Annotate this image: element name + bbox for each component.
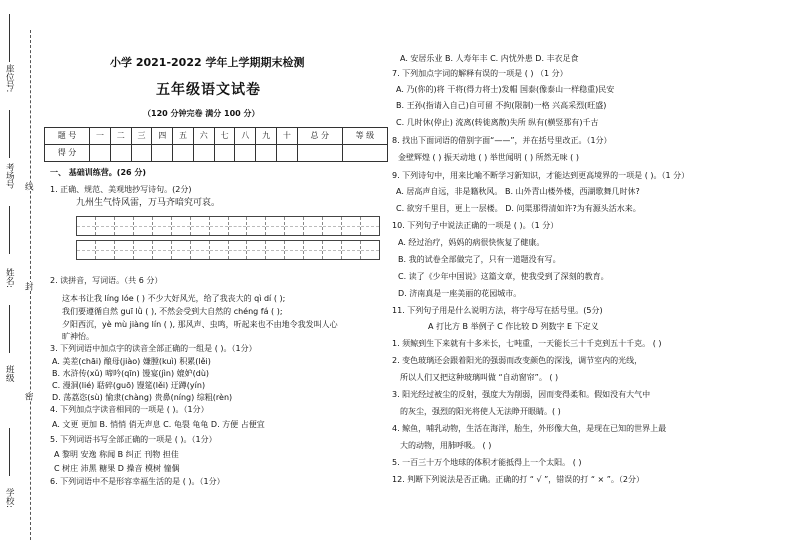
question-9: 9. 下列诗句中，用来比喻不断学习新知识，才能达到更高境界的一项是 ( )。（1 分） bbox=[392, 171, 690, 180]
seal-mark-mi: 密 bbox=[23, 392, 34, 401]
sub-question-cont: 的灰尘，强烈的阳光将使人无法睁开眼睛。( ) bbox=[400, 407, 561, 416]
score-cell[interactable] bbox=[342, 145, 387, 162]
question-2-text: 夕阳西沉，yè mù jiàng lín ( ), 那风声、虫鸣，听起来也不由地令我发叫人心 bbox=[62, 320, 338, 329]
option-line: B. 我的试卷全部做完了，只有一道题没有写。 bbox=[398, 255, 561, 264]
score-header-cell: 十 bbox=[276, 128, 297, 145]
class-label: 班级 bbox=[4, 365, 15, 382]
question-7: 7. 下列加点字词的解释有误的一项是 ( ) （1 分） bbox=[392, 69, 568, 78]
sub-question: 4. 鲸鱼，哺乳动物，生活在海洋，胎生，外形像大鱼，是现在已知的世界上最 bbox=[392, 424, 667, 433]
score-cell[interactable] bbox=[214, 145, 235, 162]
option-line: A. 居高声自远，非是籍秋风。 B. 山外青山楼外楼，西湖歌舞几时休? bbox=[396, 187, 640, 196]
question-11: 11. 下列句子用是什么说明方法，将字母写在括号里。(5分) bbox=[392, 306, 603, 315]
score-header-cell: 五 bbox=[173, 128, 194, 145]
option-line: D. 荡荔恣(sù) 愉隶(chàng) 贵鼻(níng) 综粗(rèn) bbox=[52, 393, 233, 402]
score-header-cell: 一 bbox=[90, 128, 111, 145]
option-line: C. 读了《少年中国说》这篇文章，使我受到了深刻的教育。 bbox=[398, 272, 609, 281]
score-table bbox=[44, 127, 388, 162]
score-cell[interactable] bbox=[152, 145, 173, 162]
question-2: 2. 读拼音，写词语。（共 6 分） bbox=[50, 276, 163, 285]
option-line: B. 水浒传(xǔ) 啼吟(qīn) 馒宴(jìn) 媲妒(dù) bbox=[52, 369, 210, 378]
question-8-words: 金壁辉煌 ( ) 振天动地 ( ) 举世闻明 ( ) 所然无味 ( ) bbox=[398, 153, 579, 162]
option-line: A. 文更 更加 B. 悄悄 俏无声息 C. 龟裂 龟龟 D. 方便 占便宜 bbox=[52, 420, 265, 429]
score-value-row bbox=[45, 145, 388, 162]
option-line: C. 欲穷千里目，更上一层楼。 D. 问渠那得清如许?为有源头活水来。 bbox=[396, 204, 641, 213]
option-line: C. 漫洞(lié) 聒碎(guō) 馒筵(lěi) 迂蹲(yín) bbox=[52, 381, 206, 390]
grid-row bbox=[76, 240, 380, 260]
question-6: 6. 下列词语中不是形容幸福生活的是 ( )。（1分） bbox=[50, 477, 225, 486]
question-4: 4. 下列加点字读音相同的一项是 ( )。（1分） bbox=[50, 405, 209, 414]
score-header-cell: 六 bbox=[193, 128, 214, 145]
exam-room-label: 考场号 bbox=[4, 163, 15, 189]
school-field[interactable] bbox=[9, 428, 10, 476]
score-header-row bbox=[45, 128, 388, 145]
option-line: B. 王孙(指请入自己)自可留 不拘(限制)一格 兴高采烈(旺盛) bbox=[396, 101, 607, 110]
score-cell[interactable] bbox=[193, 145, 214, 162]
score-cell[interactable] bbox=[276, 145, 297, 162]
option-line: C. 几时休(停止) 流离(转徙离散)失所 纵有(横竖那有)千古 bbox=[396, 118, 599, 127]
copy-grid[interactable] bbox=[76, 212, 378, 264]
score-header-cell: 三 bbox=[131, 128, 152, 145]
question-2-text: 我们要遵循自然 guī lǜ ( ), 不然会受到大自然的 chéng fá ( ); bbox=[62, 307, 283, 316]
question-5: 5. 下列词语书写全部正确的一项是 ( )。（1分） bbox=[50, 435, 217, 444]
score-header-cell: 四 bbox=[152, 128, 173, 145]
school-label: 学校: bbox=[4, 488, 15, 508]
option-line: A. 安居乐业 B. 人寿年丰 C. 内忧外患 D. 丰衣足食 bbox=[400, 54, 579, 63]
sub-question-cont: 所以人们又把这种玻璃叫做 “自动窗帘”。 ( ) bbox=[400, 373, 559, 382]
binding-margin bbox=[0, 0, 58, 550]
score-cell[interactable] bbox=[256, 145, 277, 162]
score-header-cell: 总 分 bbox=[297, 128, 342, 145]
sub-question: 5. 一百三十万个地球的体积才能抵得上一个太阳。 ( ) bbox=[392, 458, 582, 467]
score-cell[interactable] bbox=[110, 145, 131, 162]
option-line: A. 经过治疗，妈妈的病很快恢复了健康。 bbox=[398, 238, 545, 247]
score-header-cell: 题 号 bbox=[45, 128, 90, 145]
name-field[interactable] bbox=[9, 206, 10, 254]
sub-question: 1. 须鲸到生下来就有十多米长，七吨重，一天能长三十千克到五十千克。 ( ) bbox=[392, 339, 662, 348]
score-header-cell: 二 bbox=[110, 128, 131, 145]
seal-mark-xian: 线 bbox=[23, 182, 34, 191]
seat-label: 座位号: bbox=[4, 64, 15, 93]
question-2-text: 这本书让我 líng lóe ( ) 不少大好风光，给了我丧大的 qì dí ( ); bbox=[62, 294, 286, 303]
question-12: 12. 判断下列说法是否正确。正确的打 “ √ ”，错误的打 “ × ”。（2分） bbox=[392, 475, 644, 484]
score-header-cell: 九 bbox=[256, 128, 277, 145]
score-row-label: 得 分 bbox=[45, 145, 90, 162]
class-field[interactable] bbox=[9, 305, 10, 353]
seat-field[interactable] bbox=[9, 14, 10, 62]
score-cell[interactable] bbox=[90, 145, 111, 162]
option-line: C 树庄 沛黑 糖果 D 操音 模树 憧偶 bbox=[54, 464, 180, 473]
option-line: A. 乃(你的)将 干将(得力将士)发帽 国泰(像泰山一样稳重)民安 bbox=[396, 85, 615, 94]
score-header-cell: 等 级 bbox=[342, 128, 387, 145]
seal-mark-feng: 封 bbox=[23, 282, 34, 291]
score-header-cell: 七 bbox=[214, 128, 235, 145]
name-label: 姓名: bbox=[4, 268, 15, 288]
sub-question-cont: 大的动物，用肺呼吸。 ( ) bbox=[400, 441, 492, 450]
section-heading: 一、 基础训练营。(26 分) bbox=[50, 168, 147, 177]
option-line: D. 济南真是一座美丽的花园城市。 bbox=[398, 289, 522, 298]
poem-line: 九州生气恃风雷，万马齐喑究可哀。 bbox=[76, 198, 221, 208]
exam-time-score: （120 分钟完卷 满分 100 分） bbox=[143, 109, 260, 118]
option-line: A 黎明 安逸 称闻 B 纠正 刊物 担佳 bbox=[54, 450, 179, 459]
question-3: 3. 下列词语中加点字的读音全部正确的一组是 ( )。（1分） bbox=[50, 344, 257, 353]
score-header-cell: 八 bbox=[235, 128, 256, 145]
option-line: A. 美差(chāi) 酿母(jiào) 嫌膛(kuì) 积累(lěi) bbox=[52, 357, 211, 366]
score-cell[interactable] bbox=[173, 145, 194, 162]
sub-question: 3. 阳光经过被尘的反射，强度大为削弱，因而变得柔和。假如没有大气中 bbox=[392, 390, 651, 399]
question-1: 1. 正确、规范、美观地抄写诗句。(2分) bbox=[50, 185, 192, 194]
exam-term-title: 小学 2021-2022 学年上学期期末检测 bbox=[110, 56, 305, 69]
question-10: 10. 下列句子中说法正确的一项是 ( )。（1 分） bbox=[392, 221, 559, 230]
question-2-text: 旷神怡。 bbox=[62, 332, 94, 341]
score-cell[interactable] bbox=[297, 145, 342, 162]
exam-room-field[interactable] bbox=[9, 110, 10, 158]
method-options: A 打比方 B 举例子 C 作比较 D 列数字 E 下定义 bbox=[428, 322, 599, 331]
score-cell[interactable] bbox=[235, 145, 256, 162]
exam-title: 五年级语文试卷 bbox=[156, 82, 261, 98]
grid-row bbox=[76, 216, 380, 236]
question-8: 8. 找出下面词语的借别字面“——”，并在括号里改正。（1分） bbox=[392, 136, 612, 145]
sub-question: 2. 变色玻璃还会跟着阳光的强弱而改变颜色的深浅，调节室内的光线， bbox=[392, 356, 643, 365]
score-cell[interactable] bbox=[131, 145, 152, 162]
